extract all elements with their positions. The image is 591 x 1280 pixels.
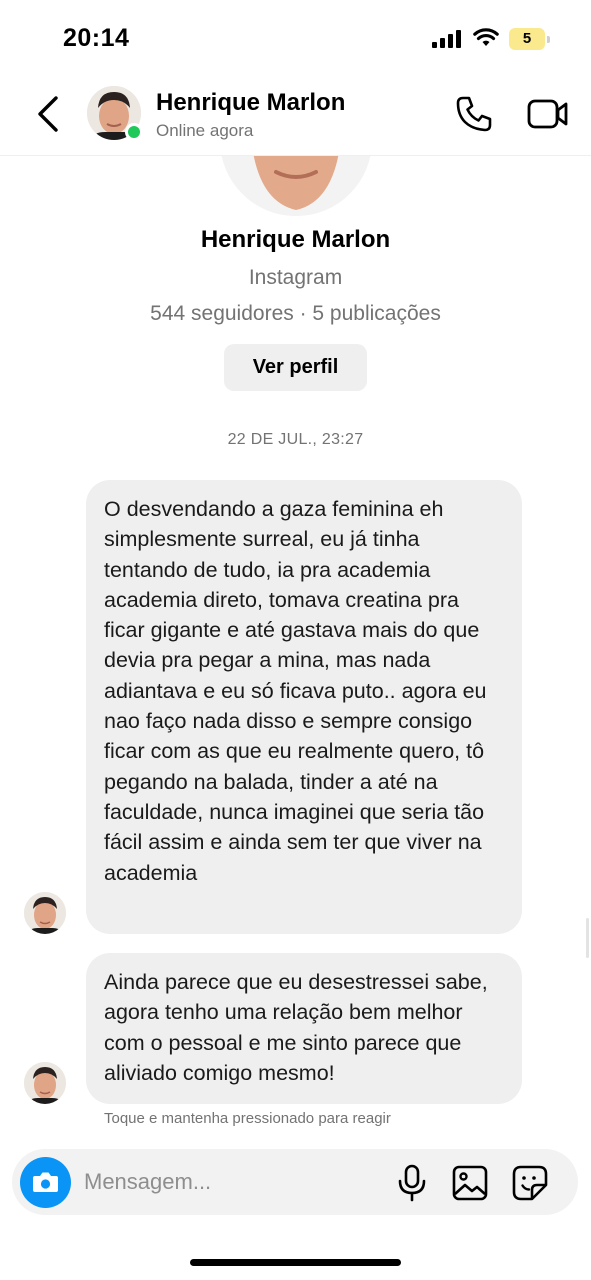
battery-nub <box>547 36 550 43</box>
message-bubble[interactable]: Ainda parece que eu desestressei sabe, agora tenho uma relação bem melhor com o pessoal e me sinto parece que aliviado comigo mesmo! <box>86 953 522 1104</box>
profile-stats: 544 seguidores · 5 publicações <box>150 302 441 325</box>
status-bar <box>0 0 591 76</box>
react-hint: Toque e mantenha pressionado para reagir <box>104 1110 391 1127</box>
microphone-icon[interactable] <box>397 1164 427 1202</box>
phone-icon[interactable] <box>455 95 493 133</box>
camera-button[interactable] <box>20 1157 71 1208</box>
profile-source: Instagram <box>248 266 343 289</box>
chat-header <box>0 76 591 156</box>
signal-icon <box>432 30 464 48</box>
sender-avatar[interactable] <box>24 892 66 934</box>
wifi-icon <box>473 27 499 49</box>
view-profile-button[interactable]: Ver perfil <box>224 344 367 391</box>
status-time: 20:14 <box>63 24 130 52</box>
battery-level: 5 <box>509 28 545 50</box>
gallery-icon[interactable] <box>452 1165 488 1201</box>
video-icon[interactable] <box>527 96 569 132</box>
profile-name: Henrique Marlon <box>200 226 391 253</box>
back-icon[interactable] <box>30 94 66 134</box>
camera-icon <box>20 1157 71 1208</box>
battery-icon <box>509 28 551 50</box>
contact-status: Online agora <box>156 121 254 140</box>
scroll-indicator <box>586 918 589 958</box>
home-indicator[interactable] <box>190 1259 401 1266</box>
conversation-timestamp: 22 DE JUL., 23:27 <box>227 431 364 448</box>
online-status-dot <box>125 123 143 141</box>
sticker-icon[interactable] <box>512 1165 548 1201</box>
message-bubble[interactable]: O desvendando a gaza feminina eh simplesmente surreal, eu já tinha tentando de tudo, ia pra academia academia direto, tomava creatina pra ficar gigante e até gastava mais do que devia pra pegar a mina, mas nada adiantava e eu só ficava puto.. agora eu nao faço nada disso e sempre consigo ficar com as que eu realmente quero, tô pegando na balada, tinder a até na faculdade, nunca imaginei que seria tão fácil assim e ainda sem ter que viver na academia <box>86 480 522 934</box>
message-composer <box>12 1149 578 1215</box>
sender-avatar[interactable] <box>24 1062 66 1104</box>
contact-name[interactable]: Henrique Marlon <box>156 89 346 116</box>
message-input[interactable] <box>84 1167 334 1197</box>
